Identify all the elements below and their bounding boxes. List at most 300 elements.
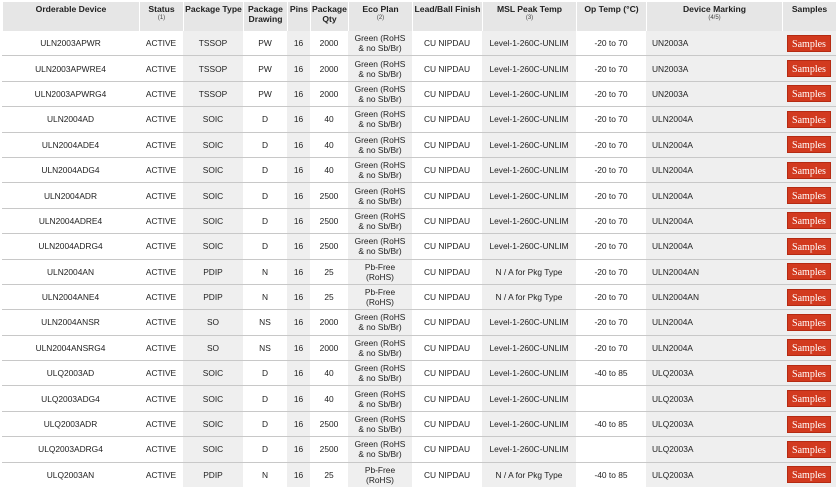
eco-plan-line-2: & no Sb/Br)	[358, 347, 402, 358]
device-marking-cell: ULQ2003A	[646, 412, 782, 437]
eco-plan-cell	[348, 234, 412, 259]
package-drawing-cell: D	[243, 361, 287, 386]
op-temp-cell: -20 to 70	[576, 133, 646, 158]
table-row	[2, 234, 836, 259]
table-row	[2, 158, 836, 183]
msl-peak-temp-cell: N / A for Pkg Type	[482, 260, 576, 285]
eco-plan-line-2: (RoHS)	[366, 271, 394, 282]
eco-plan-line-2: & no Sb/Br)	[358, 220, 402, 231]
msl-peak-temp-cell: N / A for Pkg Type	[482, 463, 576, 487]
samples-cell	[782, 82, 836, 107]
package-drawing-cell: N	[261, 469, 269, 480]
eco-plan-cell	[348, 361, 412, 386]
device-marking-cell: UN2003A	[646, 82, 782, 107]
samples-cell	[782, 310, 836, 335]
device-marking-cell: UN2003A	[646, 56, 782, 81]
op-temp-cell	[576, 386, 646, 411]
package-qty-cell: 40	[310, 133, 348, 158]
pins-cell: 16	[287, 310, 310, 335]
eco-plan-cell	[348, 133, 412, 158]
table-row	[2, 107, 836, 132]
status-cell: ACTIVE	[145, 469, 177, 480]
samples-cell	[782, 285, 836, 310]
package-type-cell: SOIC	[183, 133, 243, 158]
lead-finish-cell: CU NIPDAU	[412, 107, 482, 132]
device-cell: ULQ2003ADR	[2, 412, 139, 437]
eco-plan-cell	[348, 285, 412, 310]
col-header-status: Status (1)	[139, 2, 183, 31]
msl-peak-temp-cell: Level-1-260C-UNLIM	[482, 82, 576, 107]
device-marking-cell: ULN2004A	[646, 183, 782, 208]
package-qty-cell: 2500	[310, 234, 348, 259]
eco-plan-cell	[348, 82, 412, 107]
pins-cell: 16	[287, 31, 310, 56]
col-header-lead-ball-finish: Lead/Ball Finish	[412, 2, 482, 31]
device-cell: ULQ2003ADRG4	[2, 437, 139, 462]
package-qty-cell: 40	[310, 386, 348, 411]
pins-cell: 16	[287, 437, 310, 462]
eco-plan-line-1: Green (RoHS	[354, 312, 406, 323]
samples-cell	[782, 260, 836, 285]
package-qty-cell: 40	[310, 107, 348, 132]
msl-peak-temp-cell: Level-1-260C-UNLIM	[482, 336, 576, 361]
table-row	[2, 56, 836, 81]
samples-cell	[782, 56, 836, 81]
samples-button[interactable]: Samples	[787, 289, 831, 306]
package-drawing-cell: PW	[243, 56, 287, 81]
package-drawing-cell: PW	[243, 82, 287, 107]
device-cell: ULN2004ADR	[2, 183, 139, 208]
status-cell: ACTIVE	[139, 209, 183, 234]
eco-plan-line-1: Green (RoHS	[354, 414, 406, 425]
package-drawing-cell: D	[243, 437, 287, 462]
eco-plan-line-2: & no Sb/Br)	[358, 449, 402, 460]
pins-cell: 16	[287, 412, 310, 437]
device-marking-cell: ULN2004A	[646, 158, 782, 183]
op-temp-cell: -20 to 70	[576, 158, 646, 183]
samples-cell	[782, 133, 836, 158]
package-type-cell: PDIP	[183, 260, 243, 285]
samples-button[interactable]: Samples	[787, 187, 831, 204]
package-qty-cell: 2000	[310, 336, 348, 361]
status-cell: ACTIVE	[139, 437, 183, 462]
eco-plan-line-2: & no Sb/Br)	[358, 424, 402, 435]
package-drawing-cell: D	[243, 107, 287, 132]
msl-peak-temp-cell: Level-1-260C-UNLIM	[482, 386, 576, 411]
table-row	[2, 260, 836, 285]
eco-plan-line-2: & no Sb/Br)	[358, 93, 402, 104]
device-marking-cell: ULQ2003A	[646, 361, 782, 386]
pins-cell: 16	[287, 82, 310, 107]
pins-cell: 16	[287, 209, 310, 234]
samples-cell	[782, 183, 836, 208]
msl-peak-temp-cell: N / A for Pkg Type	[482, 285, 576, 310]
msl-peak-temp-cell: Level-1-260C-UNLIM	[482, 234, 576, 259]
pins-cell: 16	[287, 133, 310, 158]
eco-plan-line-2: & no Sb/Br)	[358, 322, 402, 333]
status-cell: ACTIVE	[139, 56, 183, 81]
samples-cell	[782, 386, 836, 411]
msl-peak-temp-cell: Level-1-260C-UNLIM	[482, 133, 576, 158]
eco-plan-line-1: Green (RoHS	[354, 185, 406, 196]
samples-button[interactable]: Samples	[787, 466, 831, 483]
eco-plan-line-1: Pb-Free	[364, 464, 396, 475]
lead-finish-cell: CU NIPDAU	[412, 133, 482, 158]
device-cell: ULN2003APWRG4	[2, 82, 139, 107]
samples-button[interactable]: Samples	[787, 339, 831, 356]
device-marking-cell: ULQ2003A	[646, 463, 782, 487]
lead-finish-cell: CU NIPDAU	[412, 437, 482, 462]
status-cell: ACTIVE	[139, 386, 183, 411]
lead-finish-cell: CU NIPDAU	[412, 31, 482, 56]
op-temp-cell: -20 to 70	[576, 310, 646, 335]
package-type-cell: TSSOP	[183, 56, 243, 81]
table-row	[2, 285, 836, 310]
eco-plan-line-2: & no Sb/Br)	[358, 398, 402, 409]
eco-plan-cell	[348, 463, 412, 487]
eco-plan-cell	[348, 209, 412, 234]
table-row	[2, 183, 836, 208]
col-header-orderable-device: Orderable Device	[2, 2, 139, 31]
op-temp-cell: -20 to 70	[576, 56, 646, 81]
op-temp-cell: -20 to 70	[576, 285, 646, 310]
op-temp-cell: -20 to 70	[576, 82, 646, 107]
device-cell: ULN2004AD	[2, 107, 139, 132]
pins-cell: 16	[287, 336, 310, 361]
package-type-cell: PDIP	[183, 285, 243, 310]
package-qty-cell: 25	[324, 469, 334, 480]
package-qty-cell: 2000	[310, 56, 348, 81]
lead-finish-cell: CU NIPDAU	[412, 234, 482, 259]
col-header-package-drawing: Package Drawing	[243, 2, 287, 31]
package-type-cell: SO	[183, 310, 243, 335]
col-header-pins: Pins	[287, 2, 310, 31]
msl-peak-temp-cell: Level-1-260C-UNLIM	[482, 361, 576, 386]
table-row	[2, 361, 836, 386]
msl-peak-temp-cell: Level-1-260C-UNLIM	[482, 107, 576, 132]
table-row	[2, 310, 836, 335]
lead-finish-cell: CU NIPDAU	[412, 56, 482, 81]
pins-cell: 16	[287, 158, 310, 183]
eco-plan-line-2: & no Sb/Br)	[358, 195, 402, 206]
lead-finish-cell: CU NIPDAU	[423, 469, 471, 480]
op-temp-cell: -20 to 70	[576, 260, 646, 285]
status-cell: ACTIVE	[139, 412, 183, 437]
op-temp-cell: -40 to 85	[594, 469, 628, 480]
samples-cell	[782, 412, 836, 437]
samples-cell	[782, 31, 836, 56]
device-marking-cell: ULN2004A	[646, 209, 782, 234]
op-temp-cell	[576, 437, 646, 462]
package-qty-cell: 2500	[310, 209, 348, 234]
package-type-cell: SOIC	[183, 234, 243, 259]
eco-plan-line-2: & no Sb/Br)	[358, 68, 402, 79]
eco-plan-line-1: Green (RoHS	[354, 388, 406, 399]
status-cell: ACTIVE	[139, 260, 183, 285]
device-marking-cell: ULN2004A	[646, 107, 782, 132]
device-cell: ULQ2003AN	[46, 469, 95, 480]
device-cell: ULN2004ADRG4	[2, 234, 139, 259]
op-temp-cell: -20 to 70	[576, 336, 646, 361]
samples-cell	[782, 209, 836, 234]
package-qty-cell: 25	[310, 260, 348, 285]
samples-cell	[782, 463, 836, 487]
eco-plan-cell	[348, 31, 412, 56]
package-drawing-cell: D	[243, 412, 287, 437]
eco-plan-line-1: Green (RoHS	[354, 160, 406, 171]
eco-plan-line-1: Green (RoHS	[354, 33, 406, 44]
op-temp-cell: -40 to 85	[576, 412, 646, 437]
col-header-package-qty: Package Qty	[310, 2, 348, 31]
table-row	[2, 412, 836, 437]
eco-plan-line-1: Green (RoHS	[354, 134, 406, 145]
eco-plan-line-2: & no Sb/Br)	[358, 246, 402, 257]
eco-plan-cell	[348, 386, 412, 411]
device-marking-cell: ULN2004A	[646, 336, 782, 361]
eco-plan-cell	[348, 412, 412, 437]
package-type-cell: SO	[183, 336, 243, 361]
package-type-cell: TSSOP	[183, 82, 243, 107]
eco-plan-cell	[348, 310, 412, 335]
device-marking-cell: UN2003A	[646, 31, 782, 56]
device-cell: ULN2004ADE4	[2, 133, 139, 158]
status-cell: ACTIVE	[139, 285, 183, 310]
eco-plan-cell	[348, 107, 412, 132]
eco-plan-cell	[348, 437, 412, 462]
col-note-eco-plan: (2)	[376, 15, 385, 21]
samples-cell	[782, 437, 836, 462]
lead-finish-cell: CU NIPDAU	[412, 336, 482, 361]
device-marking-cell: ULN2004A	[646, 133, 782, 158]
status-cell: ACTIVE	[139, 107, 183, 132]
samples-button[interactable]: Samples	[787, 136, 831, 153]
samples-button[interactable]: Samples	[787, 60, 831, 77]
lead-finish-cell: CU NIPDAU	[412, 158, 482, 183]
op-temp-cell: -40 to 85	[576, 361, 646, 386]
pins-cell: 16	[287, 56, 310, 81]
package-drawing-cell: D	[243, 209, 287, 234]
pins-cell: 16	[287, 285, 310, 310]
package-type-cell: SOIC	[183, 107, 243, 132]
table-row	[2, 209, 836, 234]
col-header-package-type: Package Type	[183, 2, 243, 31]
samples-cell	[782, 158, 836, 183]
package-qty-cell: 2500	[310, 437, 348, 462]
op-temp-cell: -20 to 70	[576, 183, 646, 208]
eco-plan-line-2: (RoHS)	[366, 474, 394, 485]
device-cell: ULN2004ANE4	[2, 285, 139, 310]
table-row	[2, 386, 836, 411]
package-type-cell: SOIC	[183, 386, 243, 411]
package-qty-cell: 2500	[310, 183, 348, 208]
msl-peak-temp-cell: Level-1-260C-UNLIM	[482, 412, 576, 437]
samples-button[interactable]: Samples	[787, 390, 831, 407]
status-cell: ACTIVE	[139, 361, 183, 386]
op-temp-cell: -20 to 70	[576, 107, 646, 132]
pins-cell: 16	[287, 107, 310, 132]
col-note-msl: (3)	[525, 15, 534, 21]
device-cell: ULN2004ADRE4	[2, 209, 139, 234]
samples-cell	[782, 361, 836, 386]
table-row	[2, 463, 836, 487]
device-cell: ULQ2003ADG4	[2, 386, 139, 411]
package-drawing-cell: D	[243, 133, 287, 158]
device-cell: ULN2004ANSR	[2, 310, 139, 335]
col-header-msl-peak-temp: MSL Peak Temp (3)	[482, 2, 576, 31]
eco-plan-line-2: & no Sb/Br)	[358, 373, 402, 384]
op-temp-cell: -20 to 70	[576, 234, 646, 259]
package-drawing-cell: NS	[243, 310, 287, 335]
lead-finish-cell: CU NIPDAU	[412, 285, 482, 310]
pins-cell: 16	[287, 463, 310, 487]
device-marking-cell: ULN2004AN	[646, 260, 782, 285]
package-type-cell: SOIC	[183, 183, 243, 208]
package-qty-cell: 25	[310, 285, 348, 310]
package-qty-cell: 2000	[310, 82, 348, 107]
samples-button[interactable]: Samples	[787, 212, 831, 229]
status-cell: ACTIVE	[139, 31, 183, 56]
msl-peak-temp-cell: Level-1-260C-UNLIM	[482, 437, 576, 462]
op-temp-cell: -20 to 70	[576, 31, 646, 56]
device-marking-cell: ULN2004A	[646, 234, 782, 259]
pins-cell: 16	[287, 183, 310, 208]
pins-cell: 16	[287, 234, 310, 259]
package-type-cell: SOIC	[183, 209, 243, 234]
samples-cell	[782, 336, 836, 361]
status-cell: ACTIVE	[139, 158, 183, 183]
lead-finish-cell: CU NIPDAU	[412, 386, 482, 411]
lead-finish-cell: CU NIPDAU	[412, 361, 482, 386]
package-qty-cell: 40	[310, 158, 348, 183]
device-marking-cell: ULN2004AN	[646, 285, 782, 310]
samples-button[interactable]: Samples	[787, 162, 831, 179]
table-header-row	[2, 2, 836, 31]
eco-plan-cell	[348, 183, 412, 208]
eco-plan-cell	[348, 336, 412, 361]
lead-finish-cell: CU NIPDAU	[412, 412, 482, 437]
msl-peak-temp-cell: Level-1-260C-UNLIM	[482, 31, 576, 56]
table-row	[2, 336, 836, 361]
eco-plan-line-1: Pb-Free	[364, 261, 396, 272]
samples-button[interactable]: Samples	[787, 365, 831, 382]
samples-button[interactable]: Samples	[787, 238, 831, 255]
eco-plan-line-1: Green (RoHS	[354, 210, 406, 221]
package-drawing-cell: D	[243, 234, 287, 259]
lead-finish-cell: CU NIPDAU	[412, 260, 482, 285]
msl-peak-temp-cell: Level-1-260C-UNLIM	[482, 56, 576, 81]
device-cell: ULQ2003AD	[2, 361, 139, 386]
eco-plan-cell	[348, 158, 412, 183]
table-row	[2, 31, 836, 56]
package-qty-cell: 40	[310, 361, 348, 386]
package-qty-cell: 2000	[310, 31, 348, 56]
package-drawing-cell: D	[243, 386, 287, 411]
package-drawing-cell: D	[243, 158, 287, 183]
status-cell: ACTIVE	[139, 82, 183, 107]
eco-plan-line-1: Green (RoHS	[354, 337, 406, 348]
device-cell: ULN2003APWRE4	[2, 56, 139, 81]
col-note-device-marking: (4/5)	[708, 15, 721, 21]
package-type-cell: SOIC	[183, 158, 243, 183]
table-row	[2, 133, 836, 158]
package-drawing-cell: NS	[243, 336, 287, 361]
lead-finish-cell: CU NIPDAU	[412, 82, 482, 107]
col-header-op-temp: Op Temp (°C)	[576, 2, 646, 31]
package-type-cell: SOIC	[183, 412, 243, 437]
package-drawing-cell: D	[243, 183, 287, 208]
samples-button[interactable]: Samples	[787, 416, 831, 433]
lead-finish-cell: CU NIPDAU	[412, 183, 482, 208]
table-row	[2, 82, 836, 107]
pins-cell: 16	[287, 361, 310, 386]
samples-button[interactable]: Samples	[787, 441, 831, 458]
device-cell: ULN2004ANSRG4	[2, 336, 139, 361]
package-qty-cell: 2000	[310, 310, 348, 335]
samples-button[interactable]: Samples	[787, 85, 831, 102]
package-drawing-cell: N	[243, 260, 287, 285]
package-type-cell: SOIC	[183, 361, 243, 386]
eco-plan-line-2: & no Sb/Br)	[358, 144, 402, 155]
eco-plan-line-2: & no Sb/Br)	[358, 43, 402, 54]
eco-plan-line-1: Green (RoHS	[354, 236, 406, 247]
eco-plan-cell	[348, 260, 412, 285]
device-marking-cell: ULQ2003A	[646, 386, 782, 411]
eco-plan-line-1: Green (RoHS	[354, 363, 406, 374]
package-type-cell: TSSOP	[183, 31, 243, 56]
eco-plan-line-2: (RoHS)	[366, 297, 394, 308]
package-drawing-cell: N	[243, 285, 287, 310]
lead-finish-cell: CU NIPDAU	[412, 209, 482, 234]
orderable-devices-table	[2, 2, 836, 487]
msl-peak-temp-cell: Level-1-260C-UNLIM	[482, 310, 576, 335]
status-cell: ACTIVE	[139, 336, 183, 361]
pins-cell: 16	[287, 260, 310, 285]
samples-cell	[782, 234, 836, 259]
eco-plan-line-1: Green (RoHS	[354, 439, 406, 450]
status-cell: ACTIVE	[139, 310, 183, 335]
lead-finish-cell: CU NIPDAU	[412, 310, 482, 335]
package-type-cell: SOIC	[183, 437, 243, 462]
samples-button[interactable]: Samples	[787, 263, 831, 280]
eco-plan-line-2: & no Sb/Br)	[358, 119, 402, 130]
package-drawing-cell: PW	[243, 31, 287, 56]
device-cell: ULN2004AN	[2, 260, 139, 285]
samples-button[interactable]: Samples	[787, 35, 831, 52]
status-cell: ACTIVE	[139, 234, 183, 259]
pins-cell: 16	[287, 386, 310, 411]
device-marking-cell: ULQ2003A	[646, 437, 782, 462]
eco-plan-line-1: Pb-Free	[364, 287, 396, 298]
col-header-device-marking: Device Marking (4/5)	[646, 2, 782, 31]
table-body	[2, 31, 836, 487]
eco-plan-line-2: & no Sb/Br)	[358, 170, 402, 181]
msl-peak-temp-cell: Level-1-260C-UNLIM	[482, 158, 576, 183]
msl-peak-temp-cell: Level-1-260C-UNLIM	[482, 209, 576, 234]
eco-plan-line-1: Green (RoHS	[354, 109, 406, 120]
samples-button[interactable]: Samples	[787, 314, 831, 331]
table-row	[2, 437, 836, 462]
col-note-status: (1)	[157, 15, 166, 21]
msl-peak-temp-cell: Level-1-260C-UNLIM	[482, 183, 576, 208]
col-header-eco-plan: Eco Plan (2)	[348, 2, 412, 31]
device-cell: ULN2003APWR	[2, 31, 139, 56]
samples-button[interactable]: Samples	[787, 111, 831, 128]
device-marking-cell: ULN2004A	[646, 310, 782, 335]
eco-plan-line-1: Green (RoHS	[354, 83, 406, 94]
samples-cell	[782, 107, 836, 132]
package-qty-cell: 2500	[310, 412, 348, 437]
op-temp-cell: -20 to 70	[576, 209, 646, 234]
